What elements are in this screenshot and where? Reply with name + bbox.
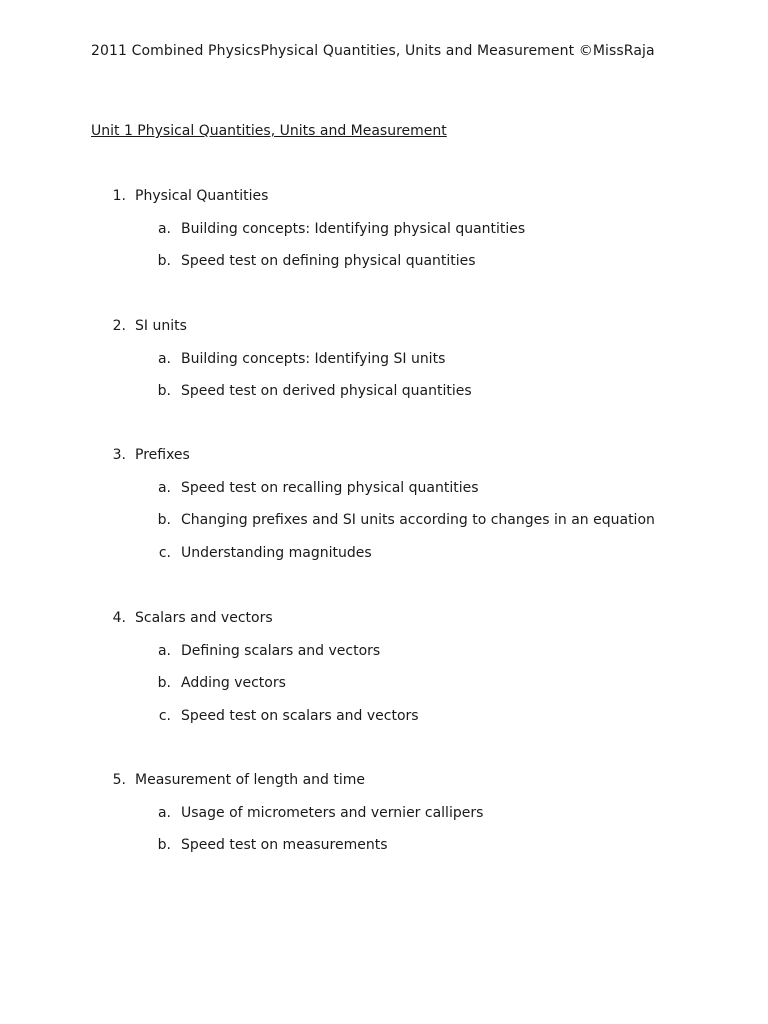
subitem-letter: c. [158,707,171,724]
section-number: 4. [112,610,126,626]
section-label: Scalars and vectors [135,610,273,626]
subitem-label: Building concepts: Identifying SI units [181,350,446,367]
subitem-letter: a. [157,350,171,367]
page-header: 2011 Combined PhysicsPhysical Quantities, Units and Measurement ©MissRaja [91,43,655,59]
section-number: 5. [112,772,126,788]
subitem-label: Changing prefixes and SI units according to changes in an equation [181,512,655,528]
subitem-label: Speed test on derived physical quantities [181,383,472,399]
subitem-letter: b. [157,837,171,853]
section-number: 1. [112,188,126,204]
section-number: 3. [112,447,126,463]
subitem-label: Understanding magnitudes [181,544,372,561]
subitem-letter: c. [158,544,171,561]
subitem-letter: a. [157,804,171,821]
section-label: SI units [135,318,187,334]
subitem-label: Speed test on measurements [181,837,388,853]
subitem-letter: b. [157,512,171,528]
subitem-letter: b. [157,253,171,269]
section-label: Prefixes [135,447,190,463]
subitem-label: Adding vectors [181,675,286,691]
section-number: 2. [112,318,126,334]
subitem-label: Speed test on recalling physical quantities [181,479,479,496]
subitem-letter: b. [157,383,171,399]
subitem-letter: a. [157,220,171,237]
document-title: Unit 1 Physical Quantities, Units and Measurement [91,123,447,139]
subitem-label: Defining scalars and vectors [181,642,381,659]
subitem-label: Building concepts: Identifying physical quantities [181,220,526,237]
section-label: Measurement of length and time [135,772,366,788]
subitem-label: Speed test on defining physical quantities [181,253,476,269]
subitem-label: Speed test on scalars and vectors [181,707,419,724]
section-label: Physical Quantities [135,188,269,204]
subitem-letter: b. [157,675,171,691]
subitem-letter: a. [157,642,171,659]
subitem-label: Usage of micrometers and vernier callipers [181,804,484,821]
subitem-letter: a. [157,479,171,496]
